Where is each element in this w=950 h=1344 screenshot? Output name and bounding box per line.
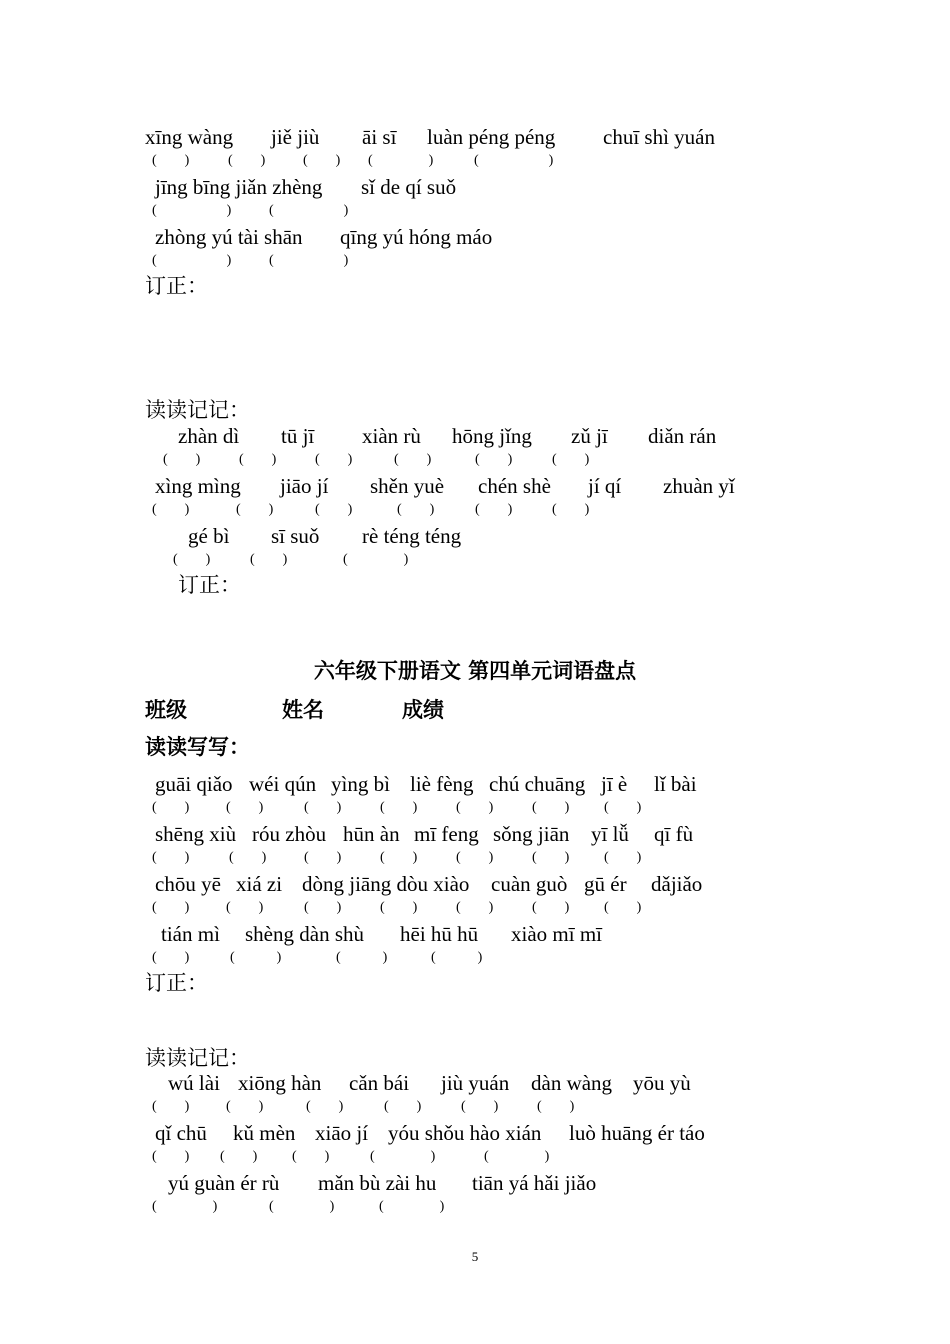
answer-blank[interactable]: ( ) — [604, 850, 642, 865]
pinyin-word: chú chuāng — [489, 772, 586, 796]
pinyin-word: hōng jǐng — [452, 424, 532, 448]
pinyin-word: xiōng hàn — [238, 1071, 322, 1095]
pinyin-word: xīng wàng — [145, 125, 234, 149]
answer-blank[interactable]: ( ) — [304, 800, 342, 815]
answer-blank[interactable]: ( ) — [163, 452, 201, 467]
answer-blank[interactable]: ( ) — [484, 1149, 550, 1164]
pinyin-word: róu zhòu — [252, 822, 327, 846]
answer-blank[interactable]: ( ) — [152, 1199, 218, 1214]
pinyin-word: zhàn dì — [178, 424, 240, 448]
pinyin-word: xiàn rù — [362, 424, 421, 448]
pinyin-word: āi sī — [362, 125, 397, 149]
answer-blank[interactable]: ( ) — [239, 452, 277, 467]
pinyin-word: jiě jiù — [271, 125, 320, 149]
pinyin-word: xiāo jí — [315, 1121, 369, 1145]
answer-blank[interactable]: ( ) — [370, 1149, 436, 1164]
answer-blank[interactable]: ( ) — [269, 1199, 335, 1214]
answer-blank[interactable]: ( ) — [343, 552, 409, 567]
answer-blank[interactable]: ( ) — [306, 1099, 344, 1114]
answer-blank[interactable]: ( ) — [474, 153, 554, 168]
answer-blank[interactable]: ( ) — [384, 1099, 422, 1114]
answer-blank[interactable]: ( ) — [226, 1099, 264, 1114]
correction-label: 订正： — [145, 971, 208, 995]
answer-blank[interactable]: ( ) — [269, 203, 349, 218]
pinyin-word: luàn péng péng — [427, 125, 556, 149]
answer-blank[interactable]: ( ) — [456, 800, 494, 815]
answer-blank[interactable]: ( ) — [532, 900, 570, 915]
answer-blank[interactable]: ( ) — [236, 502, 274, 517]
pinyin-word: jí qí — [588, 474, 622, 498]
answer-blank[interactable]: ( ) — [152, 1099, 190, 1114]
answer-blank[interactable]: ( ) — [304, 850, 342, 865]
answer-blank[interactable]: ( ) — [456, 900, 494, 915]
answer-blank[interactable]: ( ) — [152, 502, 190, 517]
pinyin-word: mǎn bù zài hu — [318, 1171, 437, 1195]
answer-blank[interactable]: ( ) — [552, 502, 590, 517]
pinyin-word: yìng bì — [331, 772, 390, 796]
answer-blank[interactable]: ( ) — [226, 900, 264, 915]
pinyin-word: liè fèng — [410, 772, 474, 796]
pinyin-word: guāi qiǎo — [155, 772, 233, 796]
answer-blank[interactable]: ( ) — [152, 253, 232, 268]
pinyin-word: qǐ chū — [155, 1121, 207, 1145]
name-label: 姓名 — [282, 698, 324, 722]
pinyin-word: hēi hū hū — [400, 922, 479, 946]
pinyin-word: kǔ mèn — [233, 1121, 296, 1145]
pinyin-word: gū ér — [584, 872, 627, 896]
answer-blank[interactable]: ( ) — [604, 900, 642, 915]
pinyin-word: yōu yù — [633, 1071, 691, 1095]
pinyin-word: xiào mī mī — [511, 922, 602, 946]
pinyin-word: sǐ de qí suǒ — [361, 175, 457, 199]
pinyin-word: sǒng jiān — [493, 822, 570, 846]
section-title: 读读写写： — [145, 735, 250, 759]
answer-blank[interactable]: ( ) — [604, 800, 642, 815]
answer-blank[interactable]: ( ) — [315, 502, 353, 517]
answer-blank[interactable]: ( ) — [379, 1199, 445, 1214]
answer-blank[interactable]: ( ) — [269, 253, 349, 268]
answer-blank[interactable]: ( ) — [220, 1149, 258, 1164]
pinyin-word: tū jī — [281, 424, 315, 448]
answer-blank[interactable]: ( ) — [152, 203, 232, 218]
pinyin-word: dàn wàng — [531, 1071, 613, 1095]
answer-blank[interactable]: ( ) — [461, 1099, 499, 1114]
page-number: 5 — [471, 1249, 479, 1264]
answer-blank[interactable]: ( ) — [152, 153, 190, 168]
correction-label: 订正： — [145, 274, 208, 298]
answer-blank[interactable]: ( ) — [152, 900, 190, 915]
pinyin-word: shèng dàn shù — [245, 922, 364, 946]
answer-blank[interactable]: ( ) — [152, 950, 190, 965]
pinyin-word: qī fù — [654, 822, 694, 846]
pinyin-word: mī feng — [414, 822, 479, 846]
answer-blank[interactable]: ( ) — [228, 153, 266, 168]
score-label: 成绩 — [402, 698, 444, 722]
answer-blank[interactable]: ( ) — [304, 900, 342, 915]
pinyin-word: cǎn bái — [349, 1071, 410, 1095]
answer-blank[interactable]: ( ) — [152, 800, 190, 815]
answer-blank[interactable]: ( ) — [537, 1099, 575, 1114]
pinyin-word: chōu yē — [155, 872, 221, 896]
answer-blank[interactable]: ( ) — [303, 153, 341, 168]
answer-blank[interactable]: ( ) — [250, 552, 288, 567]
answer-blank[interactable]: ( ) — [336, 950, 388, 965]
pinyin-word: wéi qún — [249, 772, 317, 796]
pinyin-word: xìng mìng — [155, 474, 241, 498]
pinyin-word: rè téng téng — [362, 524, 462, 548]
pinyin-word: lǐ bài — [654, 772, 697, 796]
answer-blank[interactable]: ( ) — [475, 502, 513, 517]
pinyin-word: jī è — [601, 772, 628, 796]
answer-blank[interactable]: ( ) — [456, 850, 494, 865]
pinyin-word: yī lǚ — [591, 822, 629, 846]
answer-blank[interactable]: ( ) — [532, 800, 570, 815]
answer-blank[interactable]: ( ) — [380, 900, 418, 915]
answer-blank[interactable]: ( ) — [315, 452, 353, 467]
pinyin-word: jiù yuán — [441, 1071, 510, 1095]
pinyin-word: shěn yuè — [370, 474, 445, 498]
pinyin-word: wú lài — [168, 1071, 220, 1095]
answer-blank[interactable]: ( ) — [532, 850, 570, 865]
pinyin-word: chén shè — [478, 474, 551, 498]
pinyin-word: yú guàn ér rù — [168, 1171, 280, 1195]
class-label: 班级 — [145, 698, 187, 722]
answer-blank[interactable]: ( ) — [431, 950, 483, 965]
pinyin-word: chuī shì yuán — [603, 125, 715, 149]
answer-blank[interactable]: ( ) — [230, 950, 282, 965]
pinyin-word: tián mì — [161, 922, 220, 946]
answer-blank[interactable]: ( ) — [226, 800, 264, 815]
pinyin-word: xiá zi — [236, 872, 283, 896]
answer-blank[interactable]: ( ) — [368, 153, 434, 168]
answer-blank[interactable]: ( ) — [173, 552, 211, 567]
pinyin-word: qīng yú hóng máo — [340, 225, 493, 249]
pinyin-word: gé bì — [188, 524, 230, 548]
answer-blank[interactable]: ( ) — [152, 1149, 190, 1164]
pinyin-word: yóu shǒu hào xián — [388, 1121, 542, 1145]
answer-blank[interactable]: ( ) — [475, 452, 513, 467]
section-title: 读读记记： — [145, 398, 250, 422]
pinyin-word: zhòng yú tài shān — [155, 225, 303, 249]
correction-label: 订正： — [178, 573, 241, 597]
pinyin-word: dǎjiǎo — [651, 872, 703, 896]
pinyin-word: shēng xiù — [155, 822, 237, 846]
pinyin-word: hūn àn — [343, 822, 400, 846]
answer-blank[interactable]: ( ) — [380, 850, 418, 865]
section-title: 读读记记： — [145, 1046, 250, 1070]
answer-blank[interactable]: ( ) — [394, 452, 432, 467]
pinyin-word: zhuàn yǐ — [663, 474, 735, 498]
answer-blank[interactable]: ( ) — [380, 800, 418, 815]
pinyin-word: jiāo jí — [280, 474, 329, 498]
pinyin-word: zǔ jī — [571, 424, 608, 448]
answer-blank[interactable]: ( ) — [552, 452, 590, 467]
answer-blank[interactable]: ( ) — [292, 1149, 330, 1164]
page-title: 六年级下册语文 第四单元词语盘点 — [313, 659, 637, 683]
answer-blank[interactable]: ( ) — [229, 850, 267, 865]
pinyin-word: dòng jiāng dòu xiào — [302, 872, 470, 896]
answer-blank[interactable]: ( ) — [397, 502, 435, 517]
answer-blank[interactable]: ( ) — [152, 850, 190, 865]
pinyin-word: cuàn guò — [491, 872, 568, 896]
pinyin-word: diǎn rán — [648, 424, 717, 448]
pinyin-word: tiān yá hǎi jiǎo — [472, 1171, 597, 1195]
pinyin-word: sī suǒ — [271, 524, 320, 548]
pinyin-word: luò huāng ér táo — [569, 1121, 705, 1145]
pinyin-word: jīng bīng jiǎn zhèng — [155, 175, 323, 199]
